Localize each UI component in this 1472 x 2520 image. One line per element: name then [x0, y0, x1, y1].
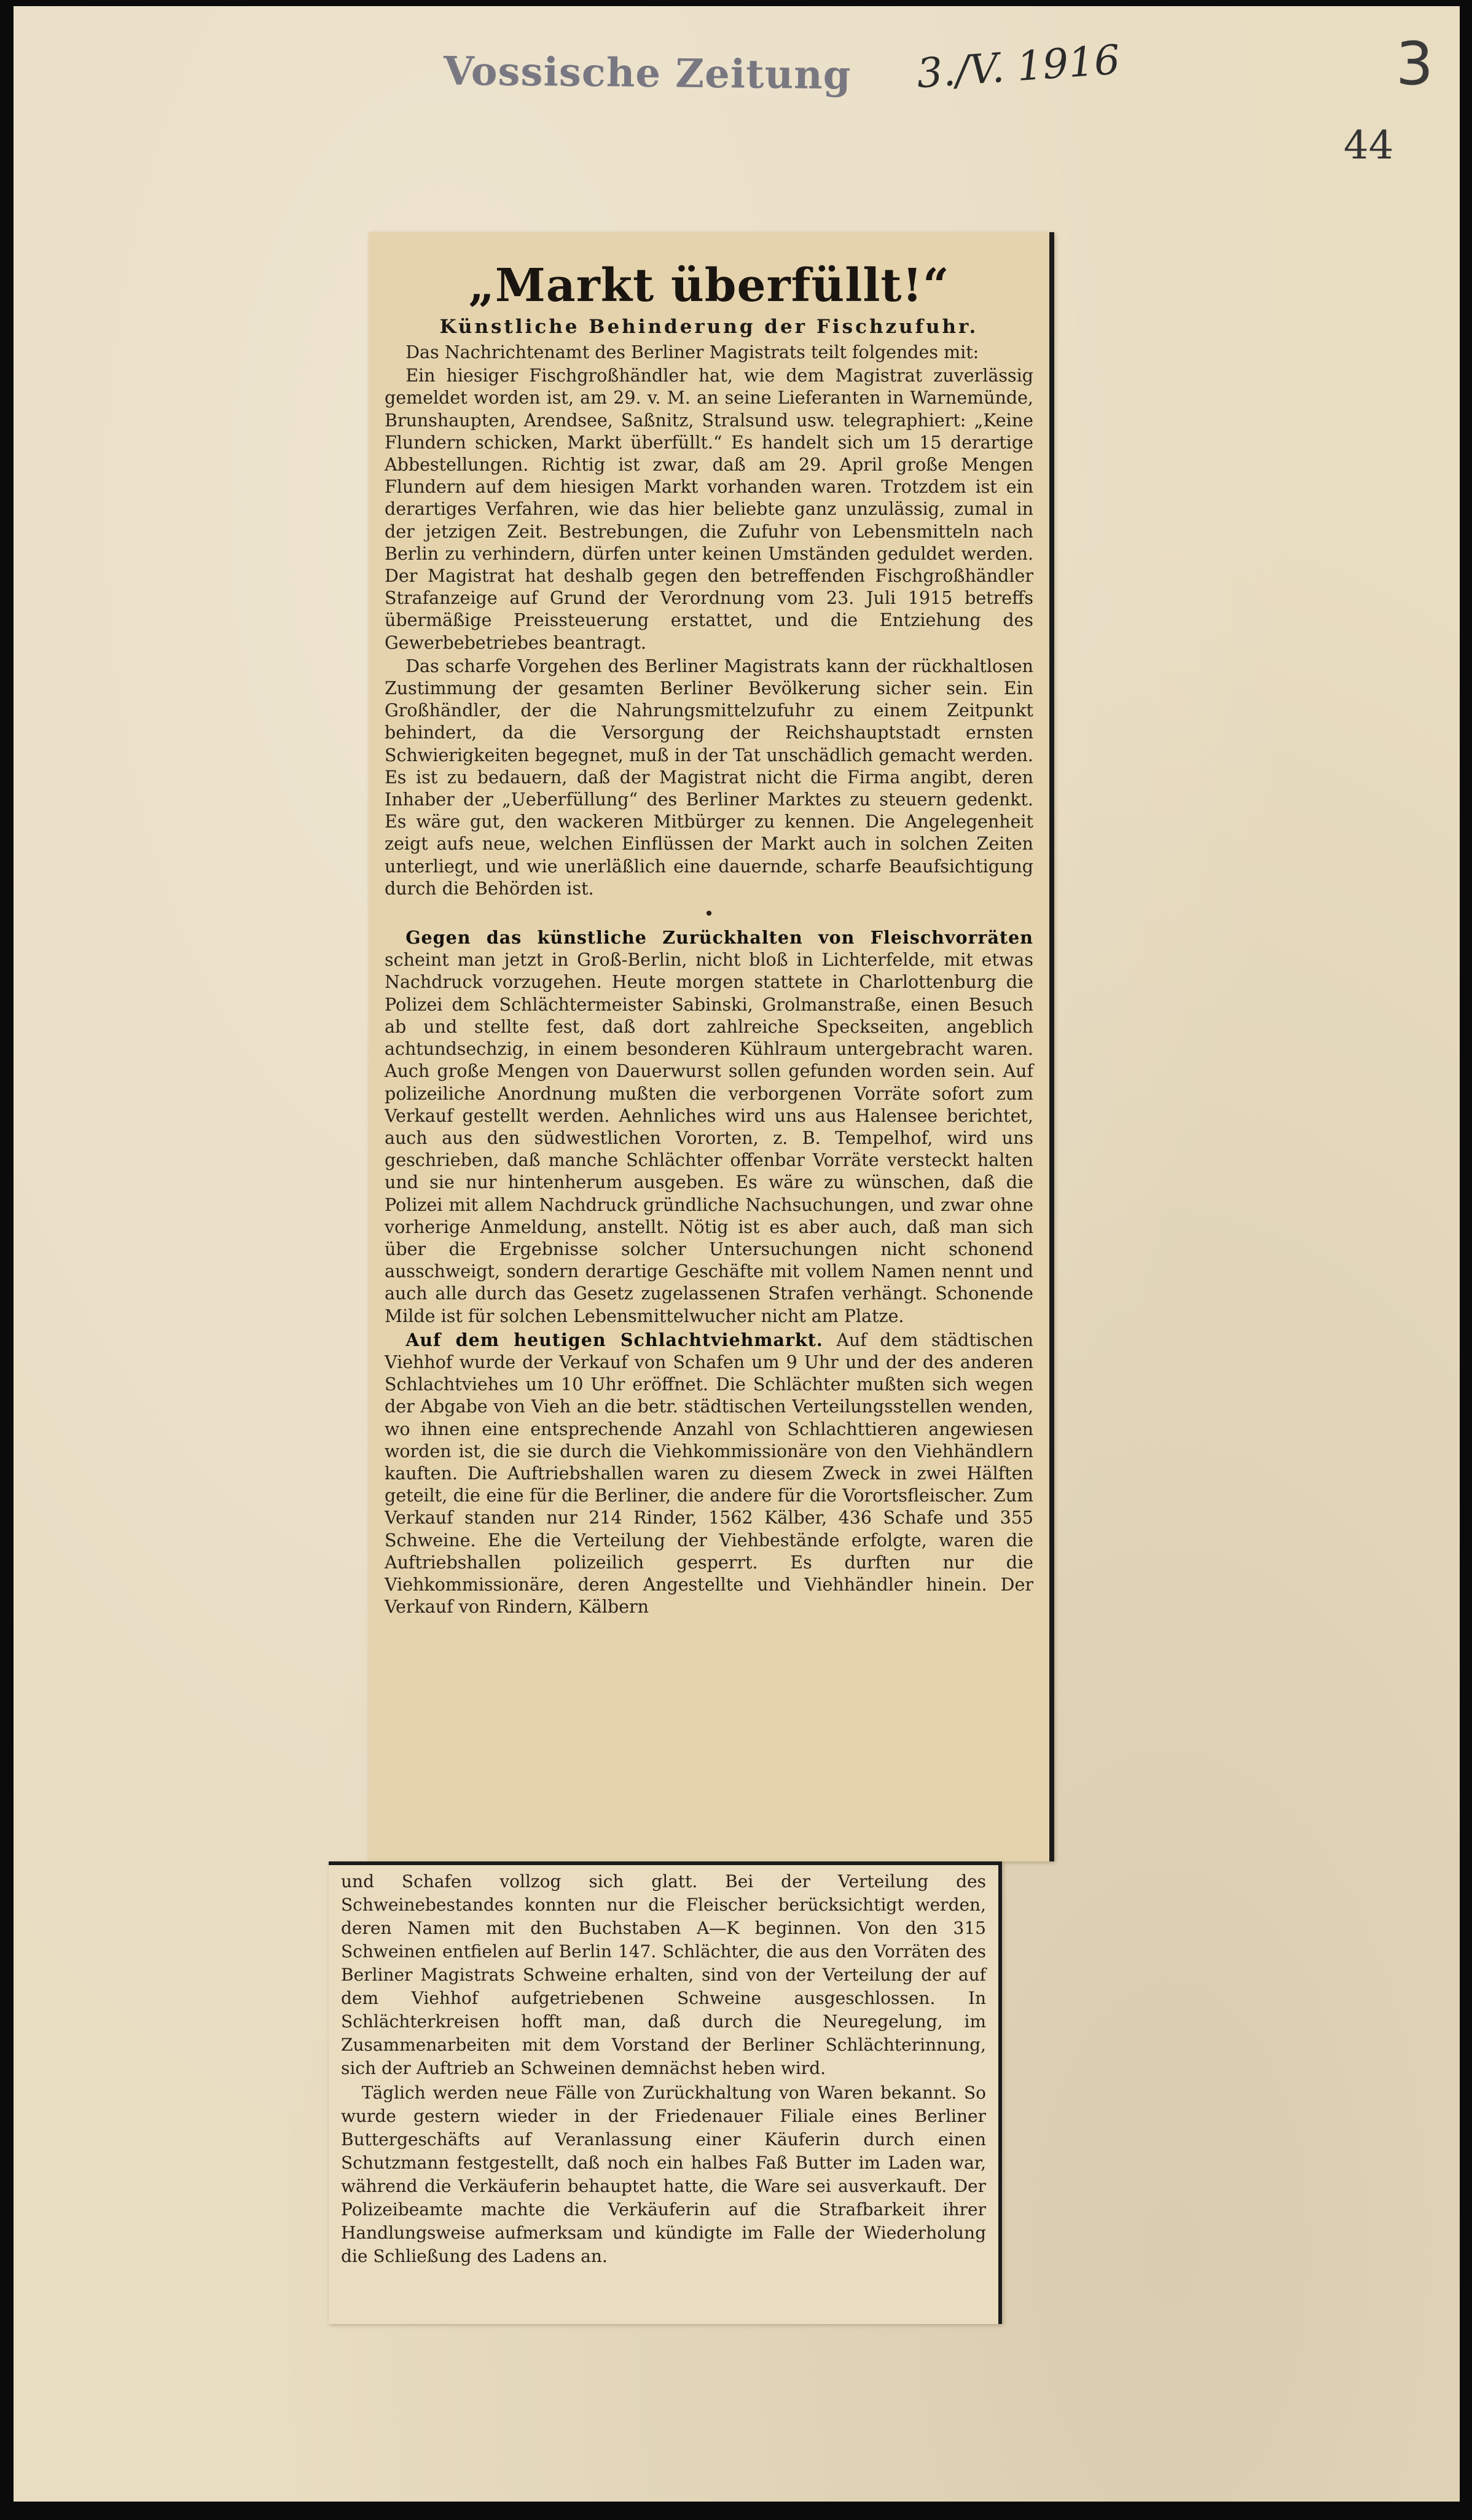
clipping-column [385, 232, 1033, 1618]
article-subhead: Künstliche Behinderung der Fischzufuhr. [439, 316, 979, 338]
continuation-column [341, 1870, 986, 2268]
paragraph-withholding-goods: Täglich werden neue Fälle von Zurückhaltung von Waren bekannt. So wurde gestern wieder in der Friedenauer Filiale eines Berliner Buttergeschäfts auf Veranlassung einer Käuferin durch einen Schutzmann festgestellt, daß noch ein halbes Faß Butter im Laden war, während die Verkäuferin behauptet hatte, die Ware sei ausverkauft. Der Polizeibeamte machte die Verkäuferin auf die Strafbarkeit ihrer Handlungsweise aufmerksam und kündigte im Falle der Wiederholung die Schließung des Ladens an. [341, 2083, 986, 2266]
meat-stocks-text: scheint man jetzt in Groß-Berlin, nicht bloß in Lichterfelde, mit etwas Nachdruck vorzugehen. Heute morgen stattete in Charlottenburg die Polizei dem Schlächtermeister Sabinski, Grolmanstraße, einen Besuch ab und stellte fest, daß dort zahlreiche Speckseiten, angeblich achtundsechzig, in einem besonderen Kühlraum untergebracht waren. Auch große Mengen von Dauerwurst sollen gefunden worden sein. Auf polizeiliche Anordnung mußten die verborgenen Vorräte sofort zum Verkauf gestellt werden. Aehnliches wird uns aus Halensee berichtet, auch aus den südwestlichen Vororten, z. B. Tempelhof, wird uns geschrieben, daß manche Schlächter offenbar Vorräte versteckt halten und sie nur hintenherum ausgeben. Es wäre zu wünschen, daß die Polizei mit allem Nachdruck gründliche Nachsuchungen, und zwar ohne vorherige Anmeldung, anstellt. Nötig ist es aber auch, daß man sich über die Ergebnisse solcher Untersuchungen nicht schonend ausschweigt, sondern derartige Geschäfte mit vollem Namen nennt und auch alle durch das Gesetz zugelassenen Strafen verhängt. Schonende Milde ist für solchen Lebensmittelwucher nicht am Platze. [385, 950, 1033, 1326]
paragraph-cattle-market [385, 1329, 1033, 1619]
paragraph-commentary: Das scharfe Vorgehen des Berliner Magistrats kann der rückhaltlosen Zustimmung der gesamten Berliner Bevölkerung sicher sein. Ein Großhändler, der die Nahrungsmittelzufuhr zu einem Zeitpunkt behindert, da die Versorgung der Reichshauptstadt ernsten Schwierigkeiten begegnet, muß in der Tat unschädlich gemacht werden. Es ist zu bedauern, daß der Magistrat nicht die Firma angibt, deren Inhaber der „Ueberfüllung“ des Berliner Marktes zu steuern gedenkt. Es wäre gut, den wackeren Mitbürger zu kennen. Die Angelegenheit zeigt aufs neue, welchen Einflüssen der Markt auch in solchen Zeiten unterliegt, und wie unerläßlich eine dauernde, scharfe Beaufsichtigung durch die Behörden ist. [385, 655, 1033, 899]
cattle-market-text: Auf dem städtischen Viehhof wurde der Verkauf von Schafen um 9 Uhr und der des anderen Schlachtviehes um 10 Uhr eröffnet. Die Schlächter mußten sich wegen der Abgabe von Vieh an die betr. städtischen Verteilungsstellen wenden, wo ihnen eine entsprechende Anzahl von Schlachttieren angewiesen worden ist, die sie durch die Viehkommissionäre von den Viehhändlern kauften. Die Auftriebshallen waren zu diesem Zweck in zwei Hälften geteilt, die eine für die Berliner, die andere für die Vorortsfleischer. Zum Verkauf standen nur 214 Rinder, 1562 Kälber, 436 Schafe und 355 Schweine. Ehe die Verteilung der Viehbestände erfolgte, waren die Auftriebshallen polizeilich gesperrt. Es durften nur die Viehkommissionäre, deren Angestellte und Viehhändler hinein. Der Verkauf von Rindern, Kälbern [385, 1329, 1033, 1618]
handwritten-date: 3./V. 1916 [915, 36, 1122, 98]
article-headline: „Markt überfüllt!“ [468, 259, 950, 312]
paragraph-fish-dealer: Ein hiesiger Fischgroßhändler hat, wie dem Magistrat zuverlässig gemeldet worden ist, am 29. v. M. an seine Lieferanten in Warnemünde, Brunshaupten, Arendsee, Saßnitz, Stralsund usw. telegraphiert: „Keine Flundern schicken, Markt überfüllt.“ Es handelt sich um 15 derartige Abbestellungen. Richtig ist zwar, daß am 29. April große Mengen Flundern auf dem hiesigen Markt vorhanden waren. Trotzdem ist ein derartiges Verfahren, wie das hier beliebte ganz unzulässig, zumal in der jetzigen Zeit. Bestrebungen, die Zufuhr von Lebensmitteln nach Berlin zu verhindern, dürfen unter keinen Umständen geduldet werden. Der Magistrat hat deshalb gegen den betreffenden Fischgroßhändler Strafanzeige auf Grund der Verordnung vom 23. Juli 1915 betreffs übermäßige Preissteuerung erstattet, und die Entziehung des Gewerbebetriebes beantragt. [385, 366, 1033, 653]
newspaper-stamp: Vossische Zeitung [443, 48, 851, 99]
newspaper-clipping-continuation [329, 1861, 1002, 2324]
meat-stocks-heading: Gegen das künstliche Zurückhalten von Fleischvorräten [405, 927, 1033, 949]
section-separator: • [703, 904, 714, 925]
paragraph-pig-distribution: und Schafen vollzog sich glatt. Bei der Verteilung des Schweinebestandes konnten nur die Fleischer berücksichtigt werden, deren Namen mit den Buchstaben A—K beginnen. Von den 315 Schweinen entfielen auf Berlin 147. Schlächter, die aus den Vorräten des Berliner Magistrats Schweine erhalten, sind von der Verteilung der auf dem Viehhof aufgetriebenen Schweine ausgeschlossen. In Schlächterkreisen hofft man, daß durch die Neuregelung, im Zusammenarbeiten mit dem Vorstand der Berliner Schlächterinnung, sich der Auftrieb an Schweinen demnächst heben wird. [341, 1871, 986, 2078]
paragraph-meat-stocks [385, 926, 1033, 1328]
page-number: 44 [1344, 123, 1394, 168]
paragraph-intro: Das Nachrichtenamt des Berliner Magistrats teilt folgendes mit: [405, 342, 979, 362]
cattle-market-heading: Auf dem heutigen Schlachtviehmarkt. [405, 1329, 823, 1350]
folio-number: 3 [1396, 29, 1434, 98]
newspaper-clipping-main [369, 232, 1054, 1861]
